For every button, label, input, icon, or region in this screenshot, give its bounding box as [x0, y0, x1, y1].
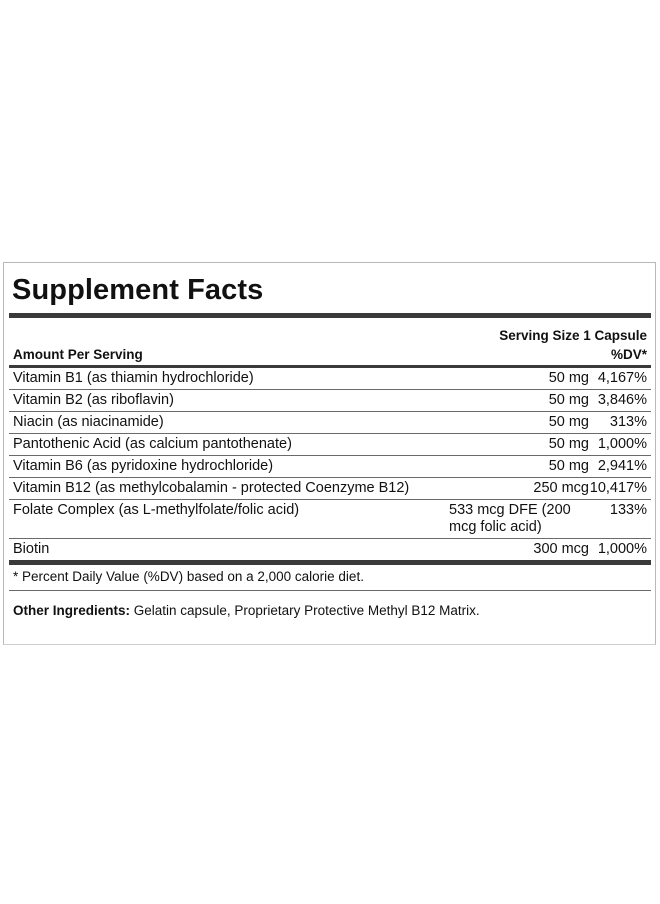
nutrient-row — [9, 456, 651, 478]
dv-header: %DV* — [610, 347, 647, 362]
nutrient-name: Vitamin B1 (as thiamin hydrochloride) — [13, 370, 254, 386]
serving-size: Serving Size 1 Capsule — [499, 328, 647, 343]
nutrient-row — [9, 539, 651, 560]
nutrient-name: Folate Complex (as L-methylfolate/folic acid) — [13, 502, 300, 518]
nutrient-amount: 50 mg — [548, 392, 589, 408]
nutrient-name: Pantothenic Acid (as calcium pantothenate) — [13, 436, 292, 452]
other-ingredients-text: Gelatin capsule, Proprietary Protective Methyl B12 Matrix. — [130, 603, 480, 618]
nutrient-amount: 250 mcg — [533, 480, 589, 496]
facts-title: Supplement Facts — [12, 274, 264, 306]
nutrient-amount: 533 mcg DFE (200 mcg folic acid) — [449, 502, 571, 535]
nutrient-name: Vitamin B6 (as pyridoxine hydrochloride) — [13, 458, 274, 474]
nutrient-row — [9, 390, 651, 412]
nutrient-dv: 4,167% — [597, 370, 647, 386]
nutrient-amount: 300 mcg — [533, 541, 589, 557]
nutrient-dv: 2,941% — [597, 458, 647, 474]
dv-footnote: * Percent Daily Value (%DV) based on a 2,000 calorie diet. — [13, 569, 364, 584]
nutrient-name: Niacin (as niacinamide) — [13, 414, 164, 430]
nutrient-amount: 50 mg — [548, 370, 589, 386]
footnote-divider — [9, 590, 651, 591]
nutrient-amount: 50 mg — [548, 436, 589, 452]
nutrient-dv: 3,846% — [597, 392, 647, 408]
nutrient-row — [9, 434, 651, 456]
nutrient-row — [9, 500, 651, 539]
nutrient-dv: 1,000% — [597, 436, 647, 452]
amount-header-row — [9, 347, 651, 363]
nutrient-amount: 50 mg — [548, 414, 589, 430]
nutrient-name: Vitamin B2 (as riboflavin) — [13, 392, 174, 408]
amount-per-serving-label: Amount Per Serving — [13, 347, 143, 362]
other-ingredients — [13, 603, 480, 618]
nutrient-dv: 10,417% — [589, 480, 647, 496]
nutrient-dv: 1,000% — [597, 541, 647, 557]
supplement-facts — [9, 264, 651, 591]
nutrient-dv: 133% — [609, 502, 647, 518]
nutrient-row — [9, 412, 651, 434]
nutrient-name: Biotin — [13, 541, 50, 557]
nutrient-dv: 313% — [609, 414, 647, 430]
nutrient-name: Vitamin B12 (as methylcobalamin - protected Coenzyme B12) — [13, 480, 410, 496]
thick-divider — [9, 313, 651, 318]
other-ingredients-label: Other Ingredients: — [13, 603, 131, 618]
nutrient-amount: 50 mg — [548, 458, 589, 474]
nutrient-row — [9, 478, 651, 500]
nutrient-row — [9, 368, 651, 390]
